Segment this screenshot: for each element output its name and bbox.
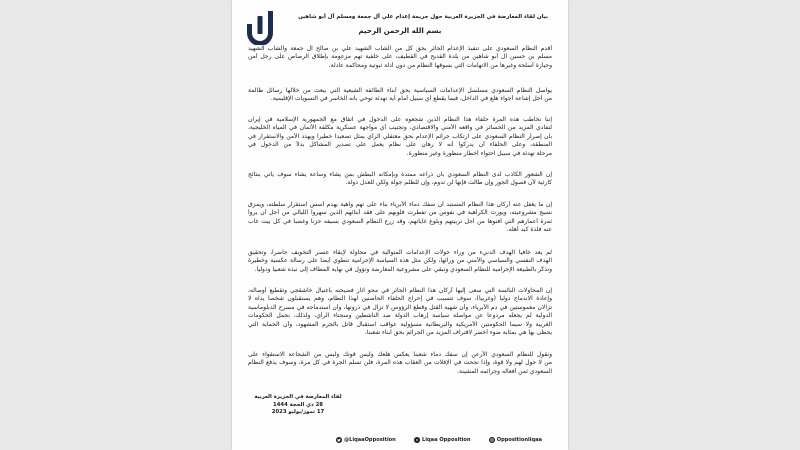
paragraph-line: إن ما يغفل عنه أركان هذا النظام المستبد أن سفك دماء الأبرياء بناء على تهم واهية يهدم أسس استقرار سلطته، ويمزق	[248, 200, 552, 208]
paragraph-line: وإعادة الاندماج دولياً (وغربياً)، سوف تتسبب في إحراج الحلفاء الحاضنين لهذا النظام، وهم يستقبلون شخصاً يداه لا	[248, 295, 552, 303]
paragraph-6	[248, 249, 552, 275]
paragraph-line: لم يعد خافياً الهدف الدنيء من وراء جولات الإعدامات المتوالية في محاولة لإبقاء عنصر التخويف حاضراً، وتحقيق	[248, 248, 552, 256]
paragraph-line: يواصل النظام السعودي مسلسل الإعدامات السياسية بحق أبناء الطائفة الشيعية التي يبعث من خلالها رسائل ظالمة	[248, 86, 552, 94]
paragraph-line: إن الشعور الكاذب لدى النظام السعودي بأن ذراعه ممتدة وبإمكانه البطش بمن يشاء وساعة يشاء سوف يأتي بنتائج	[248, 170, 552, 178]
paragraph-line: من لا حول لهم ولا قوة، وإذا نجحت في الإفلات من العقاب هذه المرة، فلن تسلم الجرة في كل مرة، وسوف يدفع النظام	[248, 359, 552, 367]
twitter-handle: @LiqaaOpposition	[344, 437, 396, 443]
paragraph-line: مسلم بن حسين آل أبو شاهين من بلدة القديح في القطيف، على خلفية تهم مزعومة بإطلاق الرصاص على رجل أمن	[248, 53, 552, 61]
paragraph-line: مرحلة تهدئة في سبيل احتواء أخطار منظورة وغير منظورة.	[406, 149, 552, 157]
paragraph-line: من أجل إشاعة أجواء هلع في الداخل، فيما يقطع أي سبيل أمام أية تهدئة توحي بأنه الخاسر في التسويات الإقليمية.	[270, 95, 552, 103]
paragraph-line: أقدم النظام السعودي على تنفيذ الإعدام الجائر بحق كل من الشاب الشهيد علي بن صالح آل جمعة والشاب الشهيد	[248, 44, 552, 52]
signature-block	[252, 394, 344, 417]
statement-page	[232, 0, 568, 450]
youtube-channel: Liqaa Opposition	[422, 437, 471, 443]
paragraph-line: يحظى بها هي بمثابة ضوء أخضر لاقتراف المزيد من الجرائم بحق أبناء شعبنا.	[364, 329, 552, 337]
paragraph-line: نسيج مشروعيته، ويورث الكراهية في نفوس من تفطرت قلوبهم على فقد أبنائهم الذين سهروا الليالي من أجل أن يروا	[248, 209, 552, 217]
instagram-icon	[489, 437, 495, 443]
paragraph-line: كارثية لأن فصول الجور وإن طالت فإنها لن تدوم، وإن للظلم جولة ولكن للعدل دولة.	[345, 179, 552, 187]
paragraph-line: ونقول للنظام السعودي الأرعن إن سفك دماء شعبنا يعكس هلعك وليس قوتك وليس من الشجاعة الاستقواء على	[248, 350, 552, 358]
paragraph-8	[248, 351, 552, 377]
paragraph-4	[248, 171, 552, 188]
paragraph-3	[248, 116, 552, 159]
paragraph-line: وحيازة أسلحة وغيرها من الاتهامات التي يسوقها النظام من دون أدلة ثبوتية ومحاكمة عادلة.	[328, 61, 552, 69]
paragraph-line: وتذكّر بالطبيعة الإجرامية للنظام السعودي وتبقي على مشروعية المعارضة وتؤول في نهاية المطاف إلى نبذه شعبياً ودولياً.	[254, 265, 552, 273]
twitter-link	[336, 437, 396, 443]
paragraph-line: السعودي ثمن أفعاله وجرائمه المشينة.	[457, 367, 552, 375]
paragraph-line: عنه فلذة كبد أهله.	[506, 226, 552, 234]
paragraph-line: ثمرة أعمارهم التي أفنوها من أجل تربيتهم وبلوغ غاياتهم، وقد زرع النظام السعودي بسيفه حزناً وغضباً في كل بيت غاب	[248, 217, 552, 225]
social-footer	[336, 436, 542, 444]
hijri-date: 28 ذي الحجة 1444	[273, 401, 323, 408]
youtube-link	[414, 437, 471, 443]
signature-organization: لقاء المعارضة في الجزيرة العربية	[254, 394, 342, 400]
youtube-icon	[414, 437, 420, 443]
paragraph-1	[248, 45, 552, 71]
paragraph-5	[248, 201, 552, 235]
paragraph-line: إن المحاولات البائسة التي سعى إليها أركان هذا النظام الجائر في محو آثار فضيحته باغتيال خاشقجي وتقطيع أوصاله،	[248, 286, 552, 294]
basmala: بسم الله الرحمن الرحيم	[358, 27, 442, 35]
paragraph-line: بأن إصرار النظام السعودي على ارتكاب جرائم الإعدام بحق معتقلي الرأي يمثل تصعيداً خطيراً ويهدد الأمن والاستقرار في	[248, 132, 552, 140]
gregorian-date: 17 تموز/يوليو 2023	[271, 409, 325, 416]
statement-title: بيان لقاء المعارضة في الجزيرة العربية حول جريمة إعدام علي آل جمعة ومسلم آل أبو شاهين	[298, 14, 548, 20]
paragraph-line: الهدف النفسي والسياسي والأمني من ورائها، ولكن مثل هذه السياسة الإجرامية تنطوي أيضاً على رسالة عكسية وخطيرة	[248, 257, 552, 265]
instagram-link	[489, 437, 542, 443]
instagram-handle: Oppositionliqaa	[496, 437, 542, 443]
twitter-icon	[336, 437, 342, 443]
paragraph-line: الدولية لم يجعله مردوعاً عن مواصلة سياسة إرهاب الدولة ضد الناشطين وسجناء الرأي، ولذلك، نحمل الحكومات	[248, 312, 552, 320]
paragraph-line: إننا نخاطب هذه المرة حلفاء هذا النظام الذين شجعوه على الدخول في اتفاق مع الجمهورية الإسلامية في إيران	[248, 115, 552, 123]
paragraph-line: لتفادي المزيد من الخسائر في واقعه الأمني والاقتصادي، وتجنيب أي مواجهة عسكرية مكلفة الأثمان في المياه الخليجية،	[248, 124, 552, 132]
paragraph-line: المنطقة، وعلى الحلفاء أن يدركوا أنه لا رهان على نظام يعمل على تصدير المشاكل بدلاً من الدخول في	[248, 141, 552, 149]
paragraph-2	[248, 87, 552, 104]
paragraph-line: الغربية ولا سيما الحكومتين الأمريكية والبريطانية مسؤولية عواقب استقبال قاتل بالجرم المشهود، وأن الحماية التي	[248, 320, 552, 328]
paragraph-7	[248, 287, 552, 338]
paragraph-line: تزالان مغموستين في دم الأبرياء، وأن شهية القتل وقطع الرؤوس لا تزال في ذروتها، وأن استدماجه في مسرح الدبلوماسية	[248, 303, 552, 311]
